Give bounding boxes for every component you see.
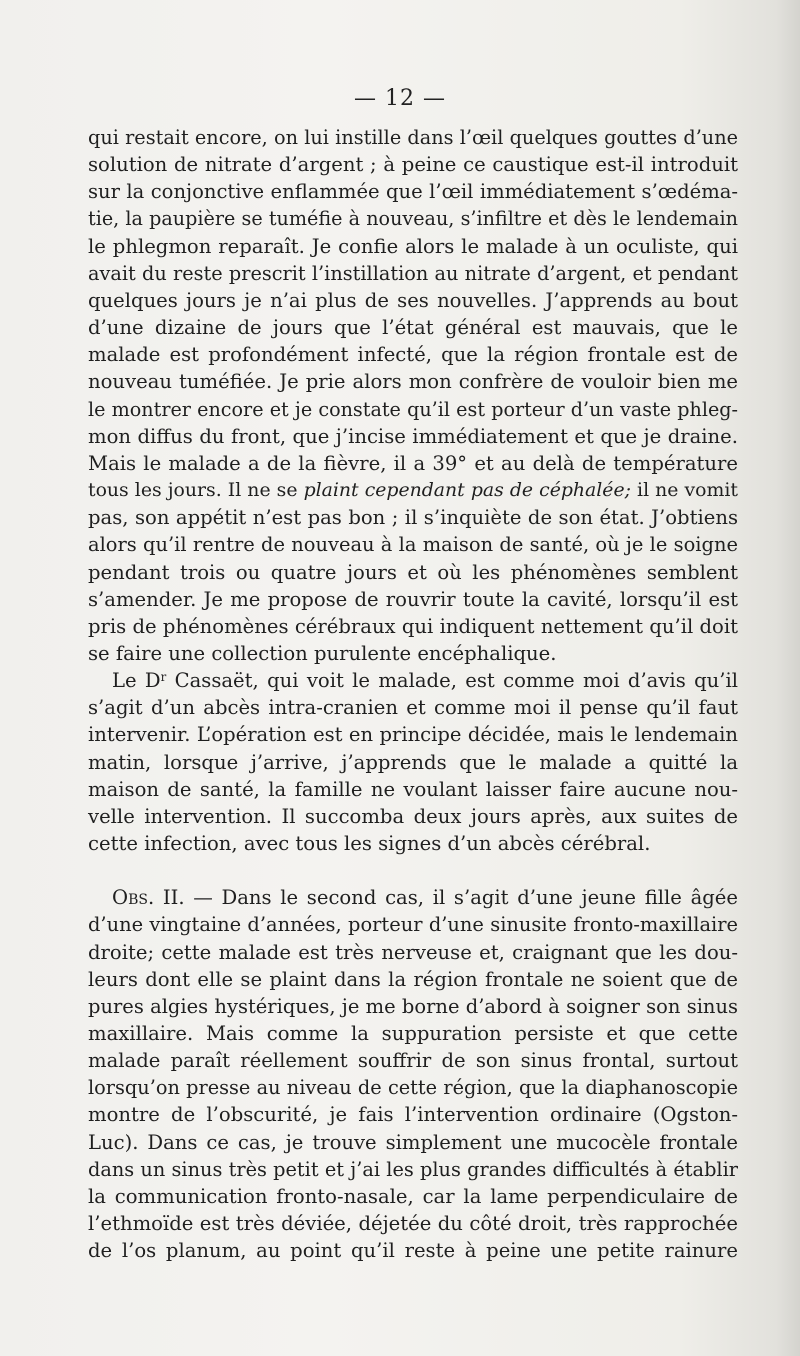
text-line-first [88, 667, 738, 694]
text-line: tie, la paupière se tuméfie à nouveau, s’infiltre et dès le lendemain [88, 207, 738, 231]
text-line: intervenir. L’opération est en principe décidée, mais le lendemain [88, 723, 738, 747]
text-line: maxillaire. Mais comme la suppuration persiste et que cette [88, 1022, 738, 1045]
text-line: le phlegmon reparaît. Je confie alors le malade à un oculiste, qui [88, 234, 738, 258]
text-fragment: tous les jours. Il ne se [88, 480, 304, 502]
text-line: le montrer encore et je constate qu’il est porteur d’un vaste phleg- [88, 397, 738, 421]
text-line: pendant trois ou quatre jours et où les phénomènes semblent [88, 560, 738, 584]
text-line: pas, son appétit n’est pas bon ; il s’inquiète de son état. J’obtiens [88, 506, 738, 530]
text-line: maison de santé, la famille ne voulant laisser faire aucune nou- [88, 777, 738, 801]
text-line: d’une vingtaine d’années, porteur d’une sinusite fronto-maxillaire [88, 913, 738, 937]
text-line: leurs dont elle se plaint dans la région frontale ne soient que de [88, 967, 738, 991]
italic-phrase: plaint cependant pas de céphalée; [303, 480, 631, 502]
text-line: cette infection, avec tous les signes d’un abcès cérébral. [88, 832, 651, 856]
text-line: qui restait encore, on lui instille dans l’œil quelques gouttes d’une [88, 126, 738, 149]
text-line: nouveau tuméfiée. Je prie alors mon confrère de vouloir bien me [88, 370, 738, 394]
obs-label: Obs [112, 886, 148, 910]
text-line: de l’os planum, au point qu’il reste à peine une petite rainure [88, 1239, 738, 1263]
paragraph-3 [88, 884, 738, 1264]
paragraph-2 [88, 667, 738, 857]
superscript: r [160, 670, 167, 685]
text-line: l’ethmoïde est très déviée, déjetée du côté droit, très rapprochée [88, 1212, 738, 1236]
page-number-header: — 12 — [354, 86, 446, 111]
text-line: s’amender. Je me propose de rouvrir toute la cavité, lorsqu’il est [88, 587, 738, 611]
text-line: dans un sinus très petit et j’ai les plus grandes difficultés à établir [88, 1157, 738, 1181]
text-line: mon diffus du front, que j’incise immédiatement et que je draine. [88, 424, 738, 448]
body-text [88, 124, 738, 1264]
text-line-first [88, 884, 738, 911]
text-line: pris de phénomènes cérébraux qui indiquent nettement qu’il doit [88, 614, 738, 638]
text-line: avait du reste prescrit l’instillation au nitrate d’argent, et pendant [88, 261, 738, 285]
text-line: quelques jours je n’ai plus de ses nouvelles. J’apprends au bout [88, 288, 738, 312]
paragraph-1 [88, 124, 738, 667]
text-line: pures algies hystériques, je me borne d’abord à soigner son sinus [88, 994, 738, 1018]
text-line: Luc). Dans ce cas, je trouve simplement une mucocèle frontale [88, 1130, 738, 1154]
text-line: sur la conjonctive enflammée que l’œil immédiatement s’œdéma- [88, 180, 738, 204]
text-fragment: Cassaët, qui voit le malade, est comme moi d’avis qu’il [166, 669, 738, 693]
text-line: montre de l’obscurité, je fais l’intervention ordinaire (Ogston- [88, 1103, 738, 1127]
text-line: solution de nitrate d’argent ; à peine ce caustique est-il introduit [88, 153, 738, 177]
text-line: Mais le malade a de la fièvre, il a 39° et au delà de température [88, 451, 738, 475]
text-line-with-italic [88, 477, 738, 504]
text-line: se faire une collection purulente encéphalique. [88, 641, 557, 665]
text-line: malade est profondément infecté, que la région frontale est de [88, 343, 738, 367]
text-line: velle intervention. Il succomba deux jours après, aux suites de [88, 804, 738, 828]
text-fragment: . II. — Dans le second cas, il s’agit d’une jeune fille âgée [147, 886, 738, 910]
text-line: matin, lorsque j’arrive, j’apprends que le malade a quitté la [88, 750, 738, 774]
paragraph-gap [88, 857, 738, 884]
text-line: la communication fronto-nasale, car la lame perpendiculaire de [88, 1184, 738, 1208]
text-line: s’agit d’un abcès intra-cranien et comme moi il pense qu’il faut [88, 696, 738, 720]
text-line: malade paraît réellement souffrir de son sinus frontal, surtout [88, 1049, 738, 1073]
text-line: droite; cette malade est très nerveuse et, craignant que les dou- [88, 940, 738, 964]
text-fragment: il ne vomit [630, 480, 738, 502]
text-fragment: Le D [112, 669, 161, 693]
text-line: lorsqu’on presse au niveau de cette région, que la diaphanoscopie [88, 1076, 738, 1100]
text-line: alors qu’il rentre de nouveau à la maison de santé, où je le soigne [88, 533, 738, 557]
text-line: d’une dizaine de jours que l’état général est mauvais, que le [88, 316, 738, 340]
